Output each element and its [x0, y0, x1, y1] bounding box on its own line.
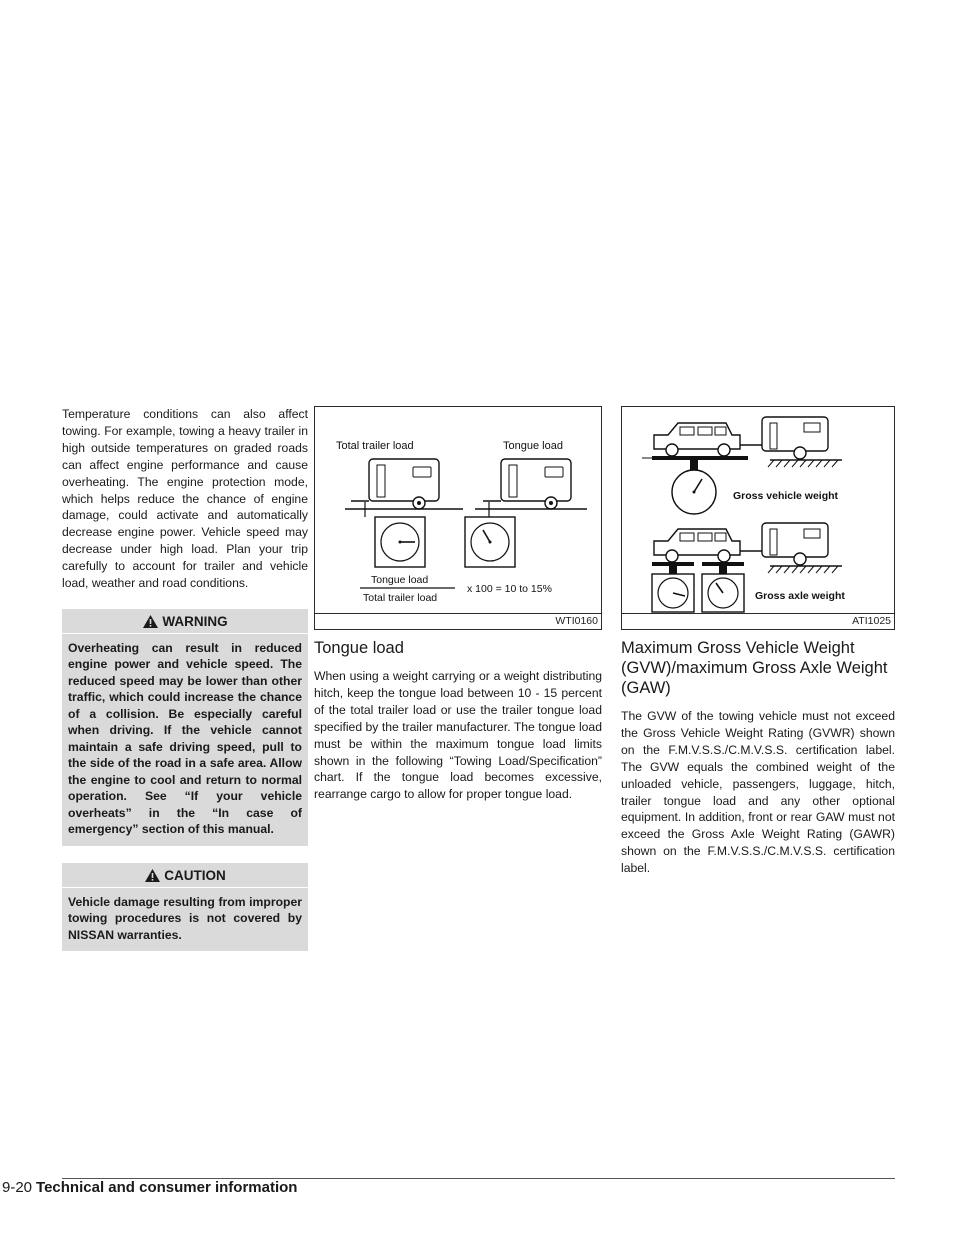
column-middle [314, 406, 602, 803]
gross-weight-figure [621, 406, 895, 630]
trailer-left [351, 459, 439, 509]
warning-label: WARNING [162, 613, 228, 629]
gvw-gauge-icon [672, 470, 716, 514]
caution-label: CAUTION [164, 867, 226, 883]
formula-numerator: Tongue load [371, 574, 429, 586]
tongue-load-figure [314, 406, 602, 630]
tongue-load-heading: Tongue load [314, 639, 404, 657]
caution-icon [144, 868, 161, 883]
warning-header [62, 609, 308, 634]
caution-box [62, 863, 308, 952]
column-right [621, 406, 895, 877]
gvw-gaw-paragraph: The GVW of the towing vehicle must not exceed the Gross Vehicle Weight Rating (GVWR) shown on the F.M.V.S.S./C.M.V.S.S. certification label. The GVW equals the combined weight of the unloaded vehicle, passengers, luggage, hitch, trailer tongue load and any other optional equipment. In addition, front or rear GAW must not exceed the Gross Axle Weight Rating (GAWR) shown on the F.M.V.S.S./C.M.V.S.S. certification label. [621, 709, 895, 876]
trailer-top [762, 417, 828, 459]
trailer-right [483, 459, 571, 509]
gvw-label: Gross vehicle weight [733, 490, 839, 502]
scale-left-icon [375, 517, 425, 567]
warning-icon [142, 614, 159, 629]
gvw-gaw-heading: Maximum Gross Vehicle Weight (GVW)/maximum Gross Axle Weight (GAW) [621, 639, 888, 697]
section-title: Technical and consumer information [36, 1179, 298, 1196]
vehicle-bottom [654, 529, 740, 562]
tongue-load-label: Tongue load [503, 440, 563, 452]
tongue-load-illustration [315, 407, 601, 613]
formula-denominator: Total trailer load [363, 592, 438, 604]
gaw-front-gauge-icon [652, 574, 694, 612]
trailer-bottom [762, 523, 828, 565]
footer-text [2, 1178, 297, 1198]
caution-header [62, 863, 308, 888]
scale-right-icon [465, 517, 515, 567]
tongue-load-paragraph: When using a weight carrying or a weight distributing hitch, keep the tongue load between 10 - 15 percent of the total trailer load or use the trailer tongue load specified by the trailer manufacturer. The tongue load must be within the maximum tongue load limits shown in the following “Towing Load/Specification” chart. If the tongue load becomes excessive, rearrange cargo to allow for proper tongue load. [314, 669, 602, 802]
figure-code: WTI0160 [552, 614, 601, 629]
total-trailer-load-label: Total trailer load [336, 440, 414, 452]
warning-box [62, 609, 308, 846]
intro-paragraph: Temperature conditions can also affect towing. For example, towing a heavy trailer in high outside temperatures on graded roads can affect engine performance and cause overheating. The engine protection mode, which helps reduce the chance of engine damage, could activate and automatically decrease engine power. Vehicle speed may decrease under high load. Plan your trip carefully to account for trailer and vehicle load, weather and road conditions. [62, 407, 308, 591]
caution-text: Vehicle damage resulting from improper towing procedures is not covered by NISSAN warranties. [68, 894, 302, 942]
column-left [62, 406, 308, 951]
vehicle-top [654, 423, 740, 456]
formula-result: x 100 = 10 to 15% [467, 583, 552, 595]
page-number: 9-20 [2, 1179, 33, 1196]
figure-code: ATI1025 [849, 614, 894, 629]
gross-weight-illustration [622, 407, 894, 613]
gaw-rear-gauge-icon [702, 574, 744, 612]
warning-text: Overheating can result in reduced engine power and vehicle speed. The reduced speed may be lower than other traffic, which could increase the chance of a collision. Be especially careful when driving. If the vehicle cannot maintain a safe driving speed, pull to the side of the road in a safe area. Allow the engine to cool and return to normal operation. See “If your vehicle overheats” in the “In case of emergency” section of this manual. [68, 640, 302, 837]
gaw-label: Gross axle weight [755, 590, 845, 602]
